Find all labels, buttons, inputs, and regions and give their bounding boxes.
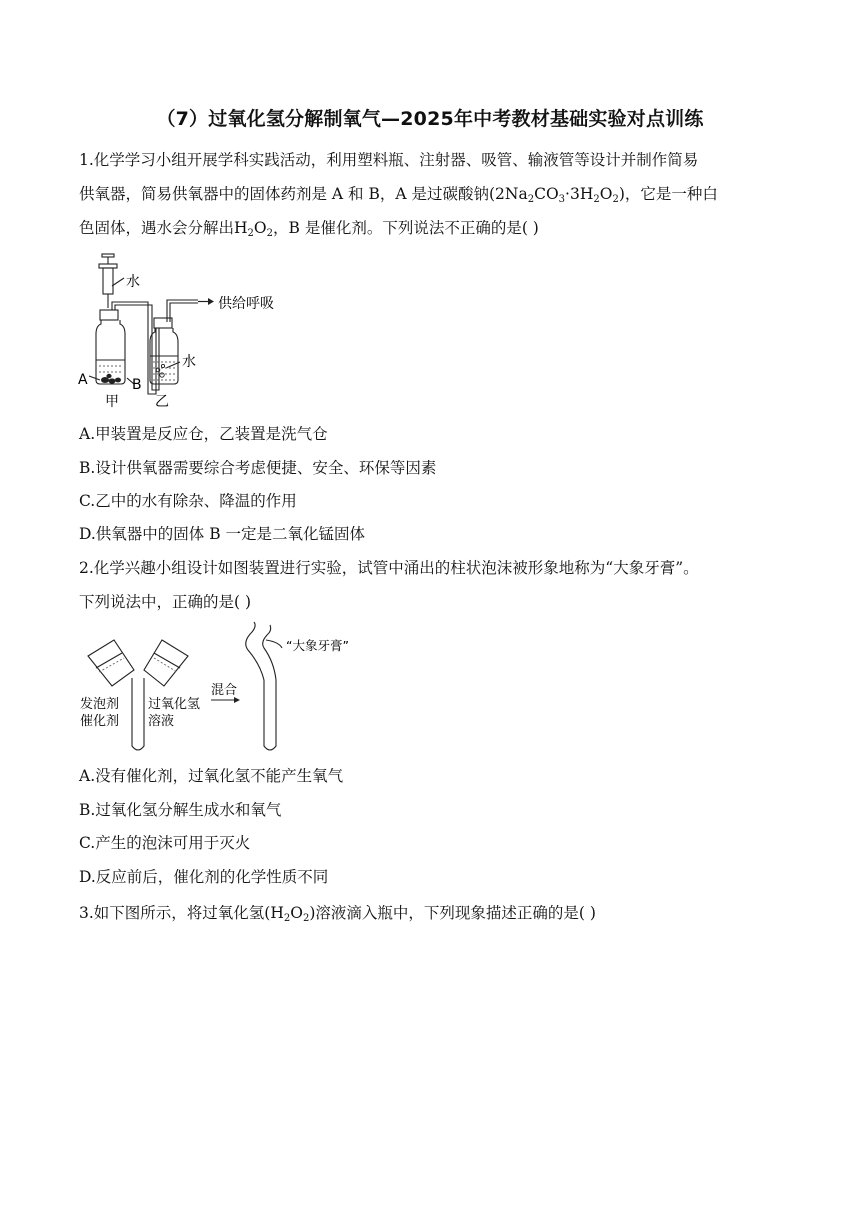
question-1-option-d: D.供氧器中的固体 B 一定是二氧化锰固体 bbox=[79, 525, 366, 543]
label-water-top: 水 bbox=[126, 274, 140, 290]
question-2-text-line-1: 2.化学兴趣小组设计如图装置进行实验，试管中涌出的柱状泡沫被形象地称为“大象牙膏”。 bbox=[79, 559, 699, 577]
label-solution: 溶液 bbox=[148, 714, 175, 729]
label-mix: 混合 bbox=[211, 683, 238, 698]
question-1-option-c: C.乙中的水有除杂、降温的作用 bbox=[79, 492, 297, 510]
label-water-right: 水 bbox=[182, 354, 196, 370]
label-foaming-agent: 发泡剂 bbox=[80, 697, 120, 712]
question-2-option-a: A.没有催化剂，过氧化氢不能产生氧气 bbox=[79, 767, 344, 785]
question-2-option-b: B.过氧化氢分解生成水和氧气 bbox=[79, 801, 282, 819]
question-1-option-a: A.甲装置是反应仓，乙装置是洗气仓 bbox=[79, 425, 328, 443]
page-title: （7）过氧化氢分解制氧气—2025年中考教材基础实验对点训练 bbox=[156, 108, 704, 130]
label-catalyst: 催化剂 bbox=[80, 714, 120, 729]
label-yi: 乙 bbox=[155, 394, 169, 410]
oxygen-supplier-figure bbox=[72, 250, 292, 412]
question-1-text-line-3: 色固体，遇水会分解出$H_2O_2$，B 是催化剂。下列说法不正确的是( ) bbox=[79, 219, 539, 239]
label-hydrogen-peroxide: 过氧化氢 bbox=[148, 697, 201, 712]
question-3-text-line-1: 3.如下图所示，将过氧化氢$(H_2O_2)$溶液滴入瓶中，下列现象描述正确的是( ) bbox=[79, 904, 596, 924]
label-b: B bbox=[132, 377, 142, 393]
question-2-option-c: C.产生的泡沫可用于灭火 bbox=[79, 834, 251, 852]
question-1-text-line-1: 1.化学学习小组开展学科实践活动，利用塑料瓶、注射器、吸管、输液管等设计并制作简易 bbox=[79, 151, 699, 169]
formula-hydrogen-peroxide: $H_2O_2$ bbox=[234, 219, 274, 239]
question-2-text-line-2: 下列说法中，正确的是( ) bbox=[79, 593, 252, 611]
label-elephant-toothpaste: “大象牙膏” bbox=[286, 638, 349, 653]
question-2-option-d: D.反应前后，催化剂的化学性质不同 bbox=[79, 868, 329, 886]
label-jia: 甲 bbox=[105, 394, 119, 410]
label-supply-breathing: 供给呼吸 bbox=[218, 296, 274, 312]
question-1-text-line-2: 供氧器，简易供氧器中的固体药剂是 A 和 B，A 是过碳酸钠$(2Na_2CO_3\cdot 3H_2O_2)$，它是一种白 bbox=[79, 185, 718, 205]
label-a: A bbox=[78, 372, 88, 388]
formula-hydrogen-peroxide-q3: $H_2O_2$ bbox=[270, 904, 310, 924]
formula-sodium-percarbonate: $2Na_2CO_3\cdot 3H_2O_2$ bbox=[495, 185, 619, 205]
question-1-option-b: B.设计供氧器需要综合考虑便捷、安全、环保等因素 bbox=[79, 459, 437, 477]
elephant-toothpaste-figure bbox=[74, 620, 374, 758]
